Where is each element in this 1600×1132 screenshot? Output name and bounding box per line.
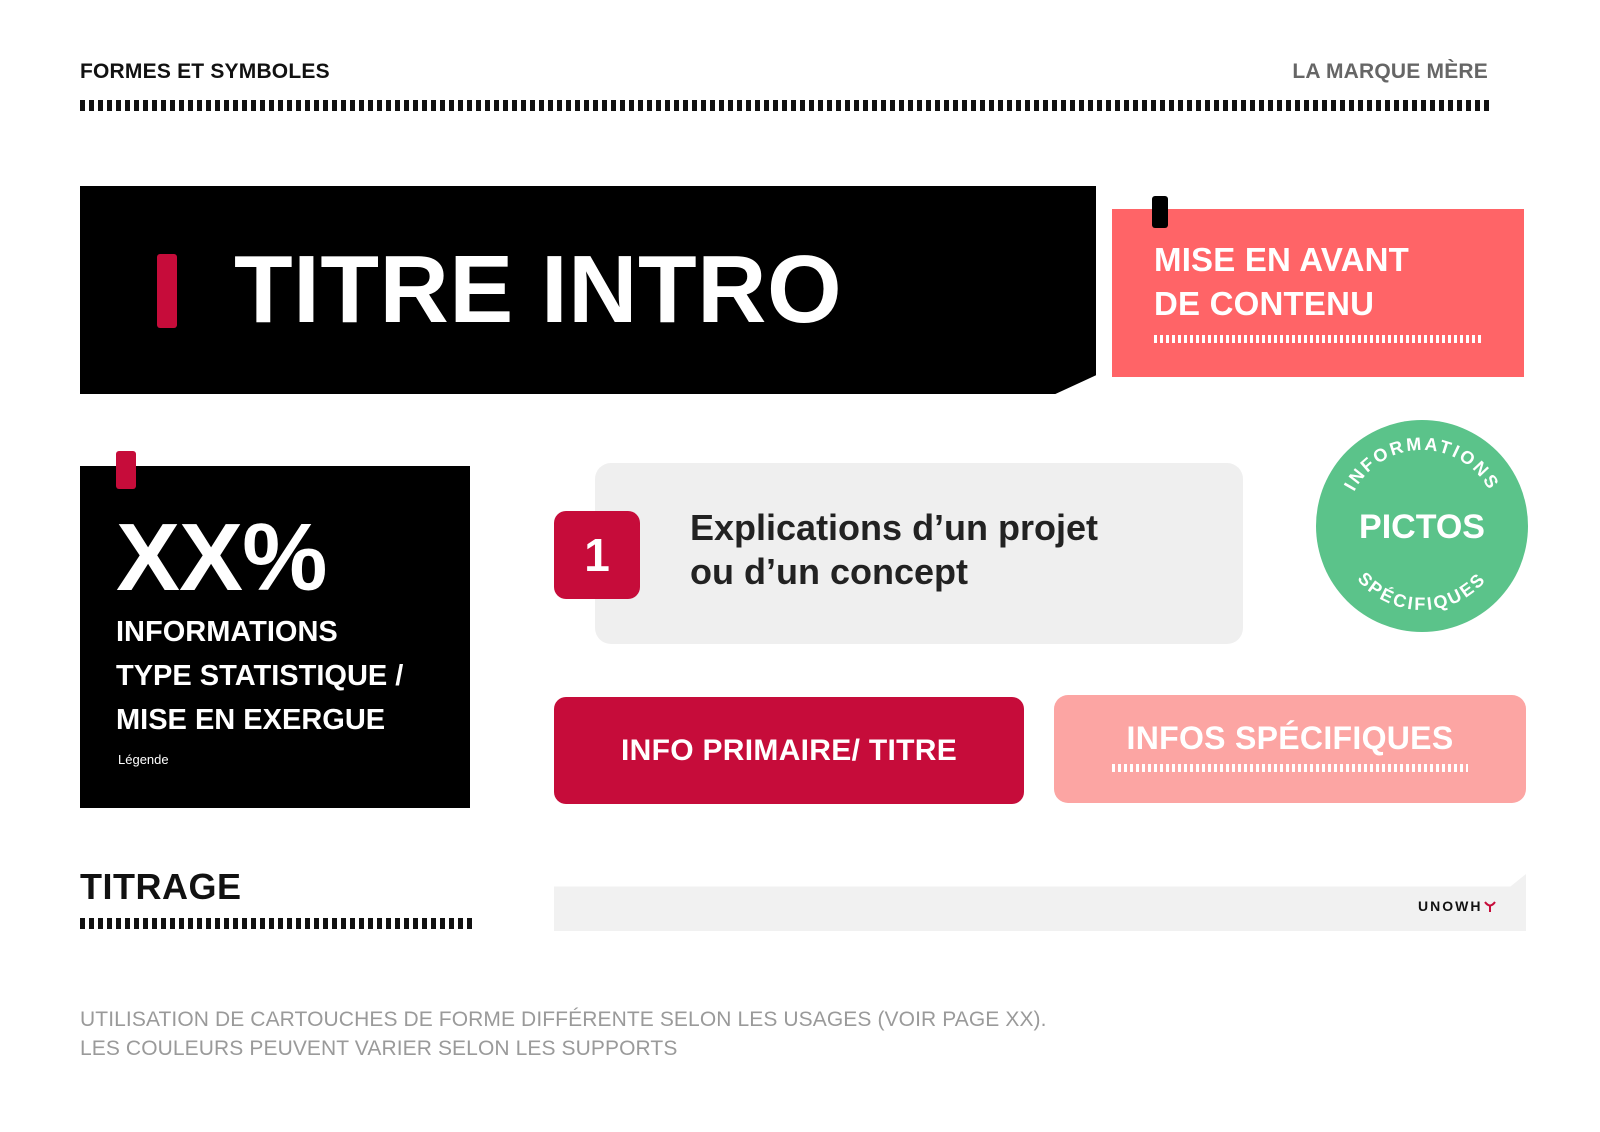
- unowhy-logo-mark-icon: [1484, 900, 1496, 912]
- stat-line-2: TYPE STATISTIQUE /: [116, 660, 404, 692]
- pictos-label: PICTOS: [1359, 508, 1485, 546]
- intro-accent-bar: [157, 254, 177, 328]
- footer-note: [80, 1005, 1047, 1063]
- explanation-line-1: Explications d’un projet: [690, 507, 1099, 548]
- pictos-bottom-arc: SPÉCIFIQUES: [1353, 568, 1491, 615]
- footer-line-1: UTILISATION DE CARTOUCHES DE FORME DIFFÉRENTE SELON LES USAGES (VOIR PAGE XX).: [80, 1008, 1047, 1031]
- pictos-top-arc: INFORMATIONS: [1340, 433, 1504, 494]
- step-number-badge: 1: [554, 511, 640, 599]
- footer-line-2: LES COULEURS PEUVENT VARIER SELON LES SUPPORTS: [80, 1037, 678, 1060]
- highlight-divider: [1154, 335, 1482, 343]
- signature-bar: [554, 874, 1526, 931]
- highlight-tab: [1152, 196, 1168, 228]
- specific-info-divider: [1112, 764, 1468, 772]
- stat-tab: [116, 451, 136, 489]
- header-divider: [80, 100, 1491, 111]
- specific-info-label: INFOS SPÉCIFIQUES: [1126, 720, 1454, 756]
- stat-line-1: INFORMATIONS: [116, 616, 338, 648]
- stat-description: [116, 610, 403, 742]
- titrage-label: TITRAGE: [80, 866, 242, 907]
- highlight-text: [1154, 238, 1409, 326]
- intro-title: TITRE INTRO: [234, 236, 843, 343]
- unowhy-logo-text: UNOWH: [1418, 898, 1483, 914]
- stat-value: XX%: [116, 504, 327, 611]
- stat-line-3: MISE EN EXERGUE: [116, 704, 386, 736]
- pictos-badge: [1316, 420, 1528, 632]
- highlight-line-2: DE CONTENU: [1154, 285, 1375, 322]
- titrage-divider: [80, 918, 474, 929]
- section-title: FORMES ET SYMBOLES: [80, 60, 330, 83]
- primary-info-cartouche: INFO PRIMAIRE/ TITRE: [554, 697, 1024, 804]
- highlight-line-1: MISE EN AVANT: [1154, 241, 1409, 278]
- unowhy-logo: [1418, 898, 1496, 914]
- brand-label: LA MARQUE MÈRE: [1292, 60, 1488, 83]
- stat-legend: Légende: [118, 752, 169, 767]
- explanation-line-2: ou d’un concept: [690, 551, 968, 592]
- explanation-text: [690, 506, 1098, 594]
